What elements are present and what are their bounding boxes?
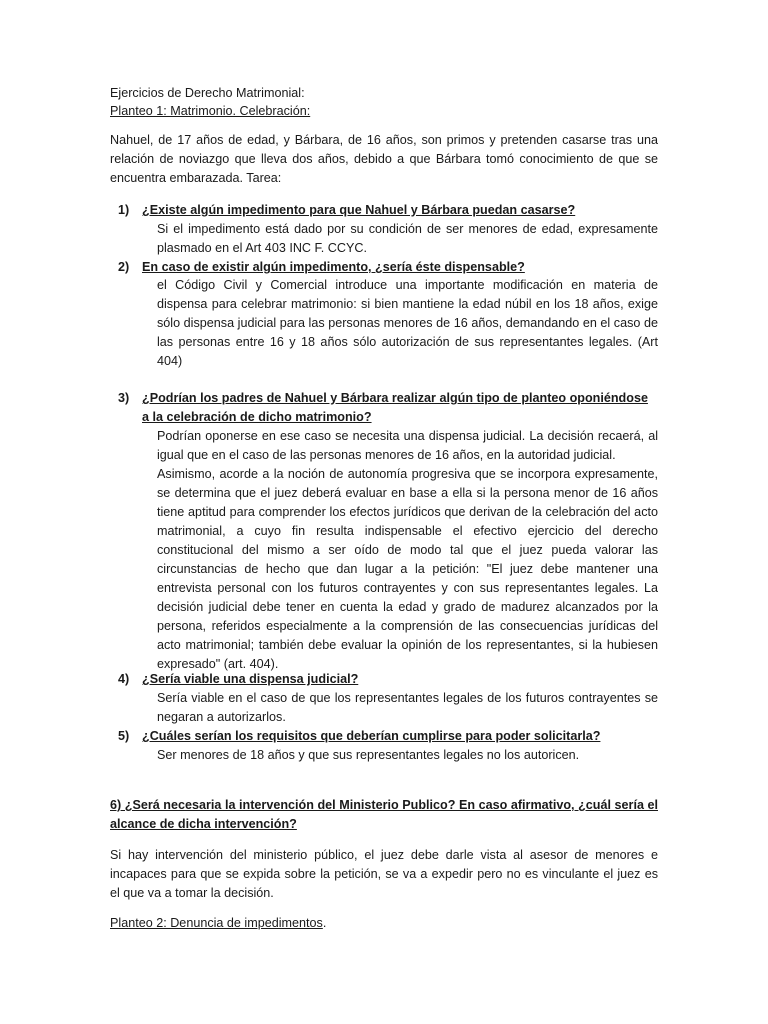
- question-text: ¿Existe algún impedimento para que Nahuel y Bárbara puedan casarse?: [142, 203, 576, 217]
- question-number: 5): [118, 729, 130, 743]
- question-number: 2): [118, 260, 130, 274]
- answer-paragraph: Asimismo, acorde a la noción de autonomía progresiva que se incorpora expresamente, se determina que el juez deberá evaluar en base a ella si la persona menor de 16 años tiene aptitud para comprender los efectos jurídicos que derivan de la celebración del acto matrimonial, a cuyo fin resulta indispensable el efectivo ejercicio del derecho constitucional del mismo a ser oído de modo tal que el juez pueda valorar las circunstancias de hecho que dan lugar a la petición: "El juez debe mantener una entrevista personal con los futuros contrayentes y con sus representantes legales. La decisión judicial debe tener en cuenta la edad y grado de madurez alcanzados por la persona, referidos especialmente a la comprensión de las consecuencias jurídicas del acto matrimonial; también debe evaluar la opinión de los representantes, si la hubiesen expresado" (art. 404).: [157, 467, 658, 671]
- question-number: 4): [118, 672, 130, 686]
- document-title: Ejercicios de Derecho Matrimonial:: [110, 86, 305, 100]
- answer-paragraph: el Código Civil y Comercial introduce una importante modificación en materia de dispensa para celebrar matrimonio: si bien mantiene la edad núbil en los 18 años, exige sólo dispensa judicial para las personas menores de 16 años, demandando en el caso de las personas entre 16 y 18 años sólo autorización de sus representantes legales. (Art 404): [157, 278, 658, 368]
- answer-3: [157, 427, 658, 674]
- question-text: ¿Podrían los padres de Nahuel y Bárbara realizar algún tipo de planteo oponiéndose a la celebración de dicho matrimonio?: [142, 391, 648, 424]
- answer-2: [157, 276, 658, 371]
- question-5: [118, 727, 658, 746]
- answer-paragraph: Podrían oponerse en ese caso se necesita una dispensa judicial. La decisión recaerá, al igual que en el caso de las personas menores de 16 años, en la autoridad judicial.: [157, 429, 658, 462]
- planteo-1-heading: Planteo 1: Matrimonio. Celebración:: [110, 104, 311, 118]
- planteo-2-heading: [110, 914, 326, 933]
- answer-paragraph: Ser menores de 18 años y que sus representantes legales no los autoricen.: [157, 748, 580, 762]
- answer-paragraph: Si el impedimento está dado por su condición de ser menores de edad, expresamente plasmado en el Art 403 INC F. CCYC.: [157, 222, 658, 255]
- answer-6: Si hay intervención del ministerio público, el juez debe darle vista al asesor de menores e incapaces para que se expida sobre la petición, se va a expedir pero no es vinculante el juez es el que va a tomar la decisión.: [110, 848, 658, 900]
- question-text: ¿Sería viable una dispensa judicial?: [142, 672, 359, 686]
- intro-paragraph: Nahuel, de 17 años de edad, y Bárbara, de 16 años, son primos y pretenden casarse tras una relación de noviazgo que lleva dos años, debido a que Bárbara tomó conocimiento de que se encuentra embarazada. Tarea:: [110, 133, 658, 185]
- question-6: 6) ¿Será necesaria la intervención del Ministerio Publico? En caso afirmativo, ¿cuál sería el alcance de dicha intervención?: [110, 798, 658, 831]
- planteo-2-tail: .: [322, 916, 327, 930]
- answer-4: [157, 689, 658, 727]
- question-3: [118, 389, 658, 427]
- question-number: 3): [118, 391, 130, 405]
- question-2: [118, 258, 658, 277]
- answer-paragraph: Sería viable en el caso de que los representantes legales de los futuros contrayentes se negaran a autorizarlos.: [157, 691, 658, 724]
- question-4: [118, 670, 658, 689]
- question-number: 1): [118, 203, 130, 217]
- answer-5: [157, 746, 658, 765]
- answer-1: [157, 220, 658, 258]
- question-text: ¿Cuáles serían los requisitos que deberían cumplirse para poder solicitarla?: [142, 729, 601, 743]
- question-1: [118, 201, 658, 220]
- planteo-2-label: Planteo 2: Denuncia de impedimentos: [110, 916, 323, 930]
- question-text: En caso de existir algún impedimento, ¿sería éste dispensable?: [142, 260, 525, 274]
